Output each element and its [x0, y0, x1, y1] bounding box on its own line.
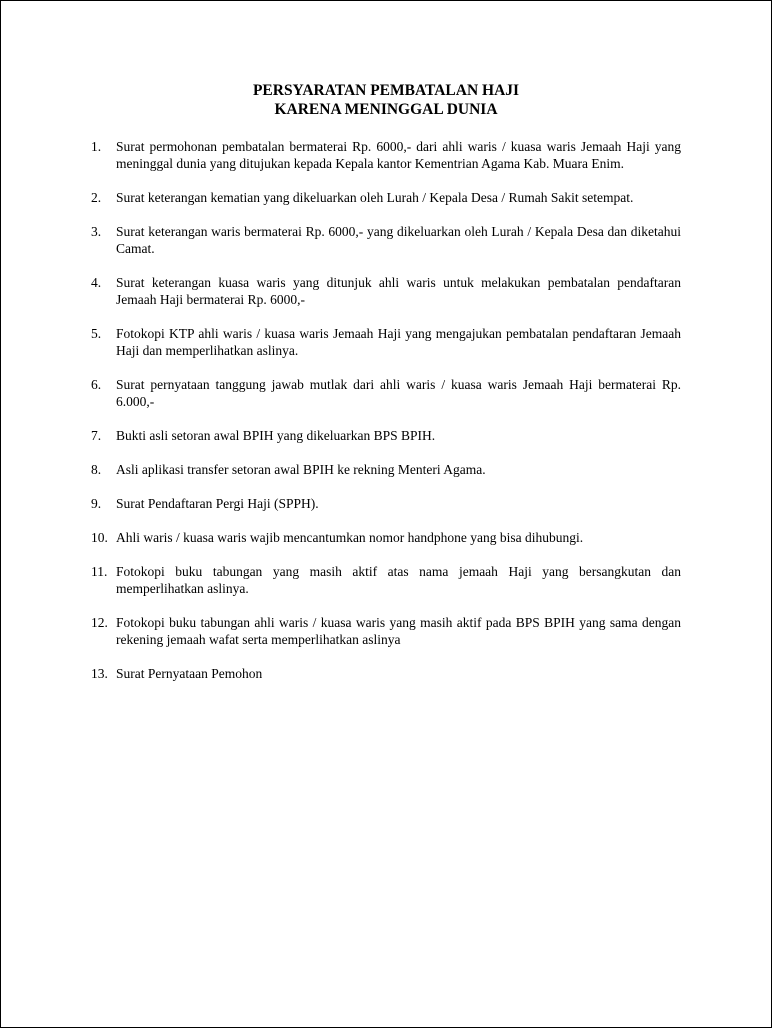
item-number: 8. — [91, 462, 102, 477]
item-number: 9. — [91, 496, 102, 511]
document-title — [1, 81, 771, 119]
item-text: Fotokopi buku tabungan ahli waris / kuasa waris yang masih aktif pada BPS BPIH yang sama dengan rekening jemaah wafat serta memperlihatkan aslinya — [116, 615, 681, 647]
list-item — [91, 189, 681, 206]
item-number: 6. — [91, 377, 102, 392]
item-text: Asli aplikasi transfer setoran awal BPIH ke rekning Menteri Agama. — [116, 462, 486, 477]
item-number: 10. — [91, 530, 108, 545]
list-item — [91, 223, 681, 257]
list-item — [91, 495, 681, 512]
list-item — [91, 376, 681, 410]
title-line-1: PERSYARATAN PEMBATALAN HAJI — [252, 82, 520, 99]
item-number: 1. — [91, 139, 102, 154]
list-item — [91, 614, 681, 648]
list-item — [91, 529, 681, 546]
list-item — [91, 325, 681, 359]
item-number: 3. — [91, 224, 102, 239]
item-text: Fotokopi buku tabungan yang masih aktif atas nama jemaah Haji yang bersangkutan dan memperlihatkan aslinya. — [116, 564, 681, 596]
list-item — [91, 274, 681, 308]
list-item — [91, 563, 681, 597]
item-text: Bukti asli setoran awal BPIH yang dikeluarkan BPS BPIH. — [116, 428, 436, 443]
item-number: 11. — [91, 564, 108, 579]
title-line-2: KARENA MENINGGAL DUNIA — [274, 101, 498, 118]
item-text: Fotokopi KTP ahli waris / kuasa waris Jemaah Haji yang mengajukan pembatalan pendaftaran Jemaah Haji dan memperlihatkan aslinya. — [116, 326, 681, 358]
requirements-list — [91, 138, 681, 699]
list-item — [91, 665, 681, 682]
item-number: 12. — [91, 615, 108, 630]
item-number: 7. — [91, 428, 102, 443]
list-item — [91, 427, 681, 444]
item-text: Ahli waris / kuasa waris wajib mencantumkan nomor handphone yang bisa dihubungi. — [116, 530, 584, 545]
item-text: Surat permohonan pembatalan bermaterai Rp. 6000,- dari ahli waris / kuasa waris Jemaah Haji yang meninggal dunia yang ditujukan kepada Kepala kantor Kementrian Agama Kab. Muara Enim. — [116, 139, 681, 171]
list-item — [91, 461, 681, 478]
item-number: 4. — [91, 275, 102, 290]
item-number: 2. — [91, 190, 102, 205]
item-number: 5. — [91, 326, 102, 341]
list-item — [91, 138, 681, 172]
item-text: Surat keterangan waris bermaterai Rp. 6000,- yang dikeluarkan oleh Lurah / Kepala Desa dan diketahui Camat. — [116, 224, 681, 256]
item-text: Surat Pernyataan Pemohon — [116, 666, 263, 681]
item-text: Surat keterangan kuasa waris yang ditunjuk ahli waris untuk melakukan pembatalan pendaftaran Jemaah Haji bermaterai Rp. 6000,- — [116, 275, 681, 307]
item-text: Surat pernyataan tanggung jawab mutlak dari ahli waris / kuasa waris Jemaah Haji bermaterai Rp. 6.000,- — [116, 377, 681, 409]
item-number: 13. — [91, 666, 108, 681]
item-text: Surat Pendaftaran Pergi Haji (SPPH). — [116, 496, 319, 511]
item-text: Surat keterangan kematian yang dikeluarkan oleh Lurah / Kepala Desa / Rumah Sakit setempat. — [116, 190, 634, 205]
